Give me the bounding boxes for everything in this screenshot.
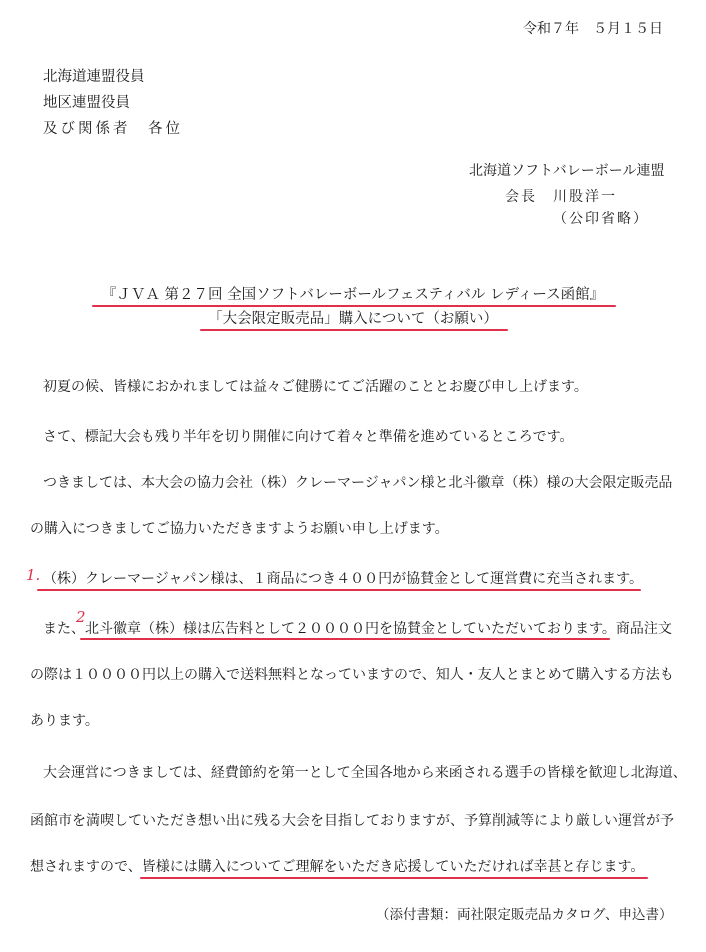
sender-seal-note: （公印省略） (553, 211, 649, 227)
recipient-line-1: 北海道連盟役員 (43, 69, 145, 85)
item-1-text: （株）クレーマージャパン様は、１商品につき４００円が協賛金として運営費に充当されます。 (43, 571, 644, 587)
p4-prefix: また、 (43, 621, 85, 637)
body-paragraph-4-line-2: の際は１００００円以上の購入で送料無料となっていますので、知人・友人とまとめて購入する方法も (30, 667, 674, 683)
body-paragraph-5-line-2: 函館市を満喫していただき想い出に残る大会を目指しておりますが、予算削減等により厳しい運営が予 (30, 813, 674, 829)
body-paragraph-3-line-1: つきましては、本大会の協力会社（株）クレーマージャパン様と北斗徽章（株）様の大会限定販売品 (43, 475, 673, 491)
body-paragraph-5-line-1: 大会運営につきましては、経費節約を第一として全国各地から来函される選手の皆様を歓迎し北海道、 (43, 765, 687, 781)
item-1-underline (37, 589, 641, 591)
p4-suffix: 商品注文 (615, 621, 672, 637)
body-paragraph-5-line-3 (30, 858, 644, 876)
recipient-line-2: 地区連盟役員 (43, 95, 130, 111)
body-paragraph-3-line-2: の購入につきましてご協力いただきますようお願い申し上げます。 (30, 521, 449, 537)
title-line-1: 『ＪＶＡ 第２７回 全国ソフトバレーボールフェスティバル レディース函館』 (101, 287, 605, 303)
p5-highlight: 皆様には購入についてご理解をいただき応援していただければ幸甚と存じます。 (141, 859, 645, 875)
title-underline-1 (92, 305, 616, 307)
sender-chair: 会長 川股洋一 (505, 189, 617, 205)
sender-org: 北海道ソフトバレーボール連盟 (469, 163, 665, 179)
body-paragraph-2: さて、標記大会も残り半年を切り開催に向けて着々と準備を進めているところです。 (43, 429, 574, 445)
p5-prefix: 想されますので、 (30, 859, 142, 875)
p4-highlight: 北斗徽章（株）様は広告料として２００００円を協賛金としていただいております。 (85, 621, 616, 637)
title-line-2: 「大会限定販売品」購入について（お願い） (208, 311, 498, 327)
handwritten-mark-1: 1. (26, 566, 41, 584)
attachment-note: （添付書類：両社限定販売品カタログ、申込書） (376, 907, 673, 923)
handwritten-mark-2: 2 (76, 608, 86, 626)
body-paragraph-4-line-3: あります。 (30, 713, 99, 729)
title-underline-2 (200, 329, 508, 331)
p4-underline (80, 638, 610, 640)
recipient-line-3: 及び関係者 各位 (43, 121, 183, 137)
body-paragraph-1: 初夏の候、皆様におかれましては益々ご健勝にてご活躍のこととお慶び申し上げます。 (43, 379, 588, 395)
p5-underline (140, 877, 648, 879)
letter-date: 令和７年 ５月１５日 (523, 21, 663, 37)
body-paragraph-4-line-1 (43, 620, 672, 638)
